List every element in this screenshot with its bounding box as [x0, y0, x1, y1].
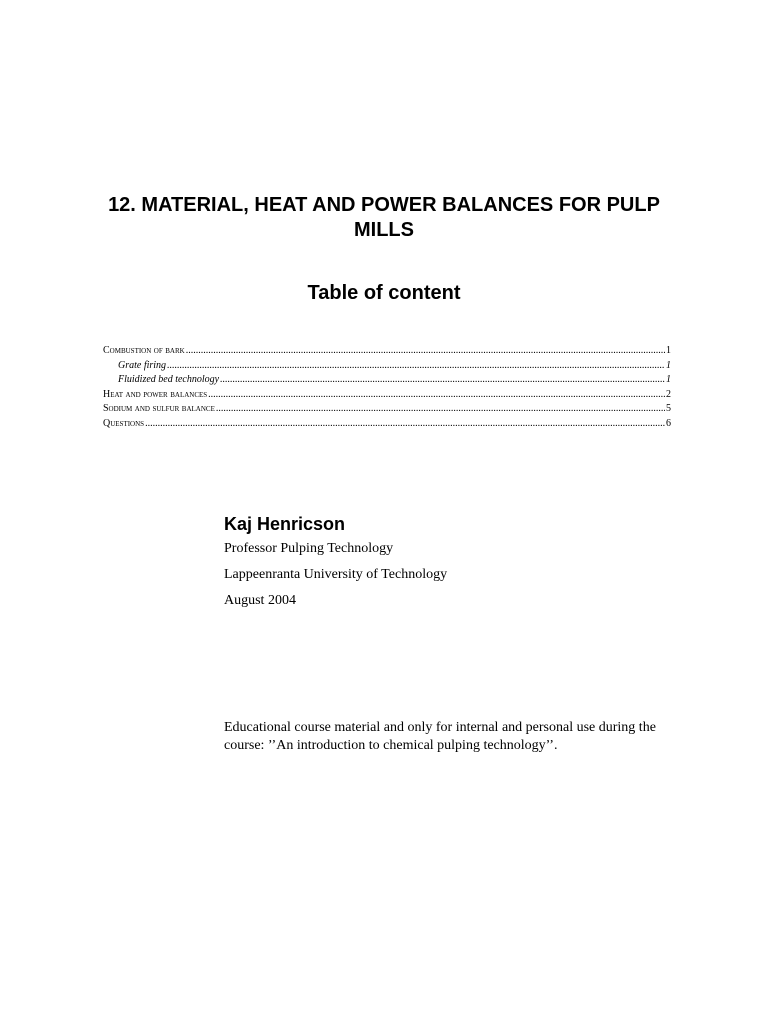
toc-entry-fluidized-bed-technology[interactable]: [103, 373, 671, 388]
usage-notice: Educational course material and only for internal and personal use during the course: ’’An introduction to chemical pulping technology’’.: [224, 720, 656, 753]
toc-entry-page: 2: [666, 388, 671, 400]
toc-entry-page: 5: [666, 403, 671, 415]
toc-entry-page: 1: [666, 374, 671, 386]
toc-entry-questions[interactable]: [103, 417, 671, 432]
toc-entry-label: Grate firing: [118, 359, 167, 371]
toc-heading: Table of content: [307, 282, 461, 304]
toc-leader-dots: [186, 344, 665, 359]
toc-entry-combustion-of-bark[interactable]: [103, 344, 671, 359]
toc-entry-label: Heat and power balances: [103, 388, 208, 400]
author-institution: Lappeenranta University of Technology: [224, 567, 448, 582]
author-block: [224, 512, 684, 618]
toc-leader-dots: [220, 373, 665, 388]
toc-entry-page: 6: [666, 417, 671, 429]
toc-entry-label: Questions: [103, 417, 145, 429]
toc-entry-page: 1: [666, 345, 671, 356]
document-title: 12. MATERIAL, HEAT AND POWER BALANCES FOR PULP MILLS: [108, 194, 660, 241]
toc-leader-dots: [167, 359, 665, 374]
toc-entry-page: 1: [666, 359, 671, 371]
toc-leader-dots: [216, 402, 665, 417]
author-position: Professor Pulping Technology: [224, 541, 394, 556]
toc-entry-sodium-and-sulfur-balance[interactable]: [103, 402, 671, 417]
table-of-contents: [103, 344, 671, 432]
toc-entry-label: Combustion of bark: [103, 345, 185, 356]
toc-entry-heat-and-power-balances[interactable]: [103, 388, 671, 403]
toc-entry-label: Sodium and sulfur balance: [103, 403, 215, 415]
document-date: August 2004: [224, 593, 296, 608]
toc-entry-grate-firing[interactable]: [103, 359, 671, 374]
toc-leader-dots: [208, 388, 665, 403]
toc-leader-dots: [145, 417, 665, 432]
author-name: Kaj Henricson: [224, 514, 346, 534]
toc-entry-label: Fluidized bed technology: [118, 374, 220, 386]
